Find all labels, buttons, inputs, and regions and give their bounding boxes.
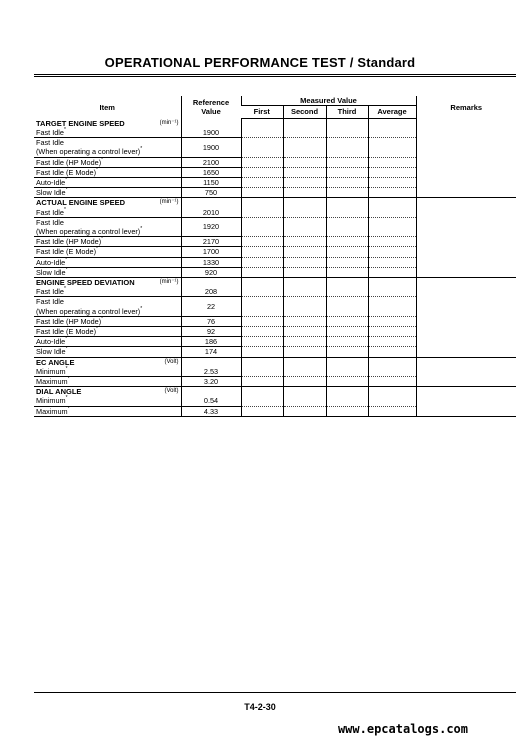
row-label: Fast Idle (When operating a control lever)* [34,297,181,316]
first-cell[interactable] [241,237,283,247]
remarks-cell[interactable] [416,326,516,336]
second-cell[interactable] [283,337,326,347]
row-label: Minimum* [34,396,181,406]
remarks-cell[interactable] [416,128,516,138]
third-cell[interactable] [326,267,368,277]
first-cell[interactable] [241,208,283,218]
table-row [34,208,516,218]
first-cell[interactable] [241,376,283,386]
reference-value: 4.33 [181,406,241,416]
table-row [34,396,516,406]
remarks-cell[interactable] [416,396,516,406]
remarks-cell[interactable] [416,237,516,247]
average-cell[interactable] [368,157,416,167]
section-unit: (Volt) [164,388,179,395]
reference-value: 1900 [181,138,241,157]
average-cell[interactable] [368,257,416,267]
table-row [34,267,516,277]
average-cell[interactable] [368,188,416,198]
row-label: Fast Idle (HP Mode)* [34,316,181,326]
second-cell[interactable] [283,157,326,167]
first-cell[interactable] [241,267,283,277]
page-title: OPERATIONAL PERFORMANCE TEST / Standard [104,55,416,70]
second-cell[interactable] [283,128,326,138]
row-label: Auto-Idle* [34,257,181,267]
row-label: Fast Idle* [34,287,181,297]
remarks-cell[interactable] [416,217,516,236]
average-cell[interactable] [368,347,416,357]
third-cell[interactable] [326,316,368,326]
first-cell[interactable] [241,138,283,157]
average-cell[interactable] [368,396,416,406]
reference-value: 1150 [181,177,241,187]
remarks-cell[interactable] [416,406,516,416]
second-cell[interactable] [283,247,326,257]
third-cell[interactable] [326,257,368,267]
first-cell[interactable] [241,326,283,336]
table-row [34,406,516,416]
first-cell[interactable] [241,316,283,326]
header-remarks: Remarks [416,96,516,119]
remarks-cell[interactable] [416,297,516,316]
third-cell[interactable] [326,157,368,167]
row-label: Slow Idle* [34,347,181,357]
row-label: Fast Idle* [34,128,181,138]
average-cell[interactable] [368,247,416,257]
reference-value: 22 [181,297,241,316]
average-cell[interactable] [368,217,416,236]
remarks-cell[interactable] [416,287,516,297]
section-header-row [34,387,516,397]
section-heading: EC ANGLE (Volt) [36,357,179,367]
remarks-cell[interactable] [416,167,516,177]
second-cell[interactable] [283,316,326,326]
average-cell[interactable] [368,267,416,277]
table-row [34,257,516,267]
first-cell[interactable] [241,347,283,357]
reference-value: 1700 [181,247,241,257]
average-cell[interactable] [368,287,416,297]
second-cell[interactable] [283,396,326,406]
third-cell[interactable] [326,167,368,177]
average-cell[interactable] [368,367,416,377]
reference-value: 920 [181,267,241,277]
table-row [34,337,516,347]
row-label: Slow Idle* [34,267,181,277]
row-label: Minimum* [34,367,181,377]
first-cell[interactable] [241,287,283,297]
first-cell[interactable] [241,367,283,377]
second-cell[interactable] [283,177,326,187]
average-cell[interactable] [368,316,416,326]
watermark-text: www.epcatalogs.com [337,722,468,736]
table-row [34,316,516,326]
average-cell[interactable] [368,128,416,138]
footer-rule [34,692,152,693]
reference-value: 0.54 [181,396,241,406]
average-cell[interactable] [368,177,416,187]
table-row [34,367,516,377]
table-row [34,297,516,316]
second-cell[interactable] [283,367,326,377]
remarks-cell[interactable] [416,316,516,326]
average-cell[interactable] [368,208,416,218]
second-cell[interactable] [283,347,326,357]
reference-value: 2100 [181,157,241,167]
header-measured: Measured Value [241,96,416,106]
first-cell[interactable] [241,128,283,138]
third-cell[interactable] [326,237,368,247]
table-row [34,287,516,297]
remarks-cell[interactable] [416,376,516,386]
remarks-cell[interactable] [416,367,516,377]
row-label: Fast Idle (E Mode)* [34,167,181,177]
table-row [34,157,516,167]
row-label: Fast Idle (HP Mode)* [34,157,181,167]
section-header-row [34,198,516,208]
second-cell[interactable] [283,188,326,198]
second-cell[interactable] [283,376,326,386]
average-cell[interactable] [368,237,416,247]
section-unit: (Volt) [164,358,179,365]
table-row [34,167,516,177]
title-rule-bottom [34,76,516,77]
table-row [34,247,516,257]
average-cell[interactable] [368,167,416,177]
third-cell[interactable] [326,367,368,377]
first-cell[interactable] [241,247,283,257]
table-row [34,177,516,187]
row-label: Fast Idle (When operating a control lever)* [34,138,181,157]
third-cell[interactable] [326,128,368,138]
second-cell[interactable] [283,297,326,316]
remarks-cell[interactable] [416,247,516,257]
section-header-row [34,119,516,128]
first-cell[interactable] [241,396,283,406]
header-row [34,96,516,106]
first-cell[interactable] [241,337,283,347]
section-header-row [34,277,516,287]
third-cell[interactable] [326,406,368,416]
section-heading: TARGET ENGINE SPEED (min⁻¹) [36,118,179,128]
third-cell[interactable] [326,247,368,257]
second-cell[interactable] [283,217,326,236]
section-unit: (min⁻¹) [159,278,179,285]
section-unit: (min⁻¹) [159,199,179,206]
remarks-cell[interactable] [416,257,516,267]
third-cell[interactable] [326,396,368,406]
section-heading: ACTUAL ENGINE SPEED (min⁻¹) [36,198,179,208]
row-label: Fast Idle (When operating a control lever)* [34,217,181,236]
remarks-cell[interactable] [416,177,516,187]
title-rule-top [34,74,516,75]
reference-value: 3.20 [181,376,241,386]
average-cell[interactable] [368,337,416,347]
third-cell[interactable] [326,347,368,357]
reference-value: 76 [181,316,241,326]
row-label: Auto-Idle* [34,177,181,187]
header-first: First [241,106,283,119]
remarks-cell[interactable] [416,267,516,277]
reference-value: 2010 [181,208,241,218]
reference-value: 208 [181,287,241,297]
table-row [34,188,516,198]
average-cell[interactable] [368,138,416,157]
second-cell[interactable] [283,208,326,218]
remarks-cell[interactable] [416,347,516,357]
remarks-cell[interactable] [416,188,516,198]
third-cell[interactable] [326,217,368,236]
second-cell[interactable] [283,257,326,267]
header-reference: Reference Value [181,96,241,119]
reference-value: 1920 [181,217,241,236]
table-row [34,217,516,236]
reference-value: 1330 [181,257,241,267]
second-cell[interactable] [283,138,326,157]
reference-value: 2170 [181,237,241,247]
reference-value: 186 [181,337,241,347]
first-cell[interactable] [241,217,283,236]
table-row [34,237,516,247]
reference-value: 1900 [181,128,241,138]
third-cell[interactable] [326,376,368,386]
row-label: Fast Idle (E Mode)* [34,247,181,257]
header-average: Average [368,106,416,119]
third-cell[interactable] [326,177,368,187]
average-cell[interactable] [368,297,416,316]
header-third: Third [326,106,368,119]
row-label: Slow Idle* [34,188,181,198]
second-cell[interactable] [283,406,326,416]
third-cell[interactable] [326,326,368,336]
average-cell[interactable] [368,376,416,386]
first-cell[interactable] [241,297,283,316]
reference-value: 92 [181,326,241,336]
first-cell[interactable] [241,167,283,177]
remarks-cell[interactable] [416,337,516,347]
first-cell[interactable] [241,257,283,267]
section-heading: ENGINE SPEED DEVIATION (min⁻¹) [36,277,179,287]
performance-table [34,96,516,417]
second-cell[interactable] [283,237,326,247]
row-label: Maximum* [34,406,181,416]
second-cell[interactable] [283,267,326,277]
section-header-row [34,357,516,367]
header-second: Second [283,106,326,119]
reference-value: 750 [181,188,241,198]
row-label: Fast Idle (E Mode)* [34,326,181,336]
third-cell[interactable] [326,188,368,198]
first-cell[interactable] [241,406,283,416]
first-cell[interactable] [241,188,283,198]
reference-value: 174 [181,347,241,357]
second-cell[interactable] [283,287,326,297]
remarks-cell[interactable] [416,157,516,167]
third-cell[interactable] [326,297,368,316]
table-row [34,347,516,357]
third-cell[interactable] [326,138,368,157]
table-row [34,138,516,157]
average-cell[interactable] [368,406,416,416]
row-label: Fast Idle* [34,208,181,218]
row-label: Fast Idle (HP Mode)* [34,237,181,247]
first-cell[interactable] [241,157,283,167]
footer-rule-right [152,692,516,693]
reference-value: 1650 [181,167,241,177]
section-heading: DIAL ANGLE (Volt) [36,387,179,397]
row-label: Auto-Idle* [34,337,181,347]
average-cell[interactable] [368,326,416,336]
third-cell[interactable] [326,337,368,347]
page-number: T4-2-30 [244,702,276,712]
third-cell[interactable] [326,287,368,297]
remarks-cell[interactable] [416,138,516,157]
table-row [34,326,516,336]
table-body [34,119,516,417]
second-cell[interactable] [283,167,326,177]
first-cell[interactable] [241,177,283,187]
table-row [34,128,516,138]
row-label: Maximum* [34,376,181,386]
table-row [34,376,516,386]
section-unit: (min⁻¹) [159,119,179,126]
second-cell[interactable] [283,326,326,336]
third-cell[interactable] [326,208,368,218]
header-item: Item [99,102,115,112]
reference-value: 2.53 [181,367,241,377]
remarks-cell[interactable] [416,208,516,218]
